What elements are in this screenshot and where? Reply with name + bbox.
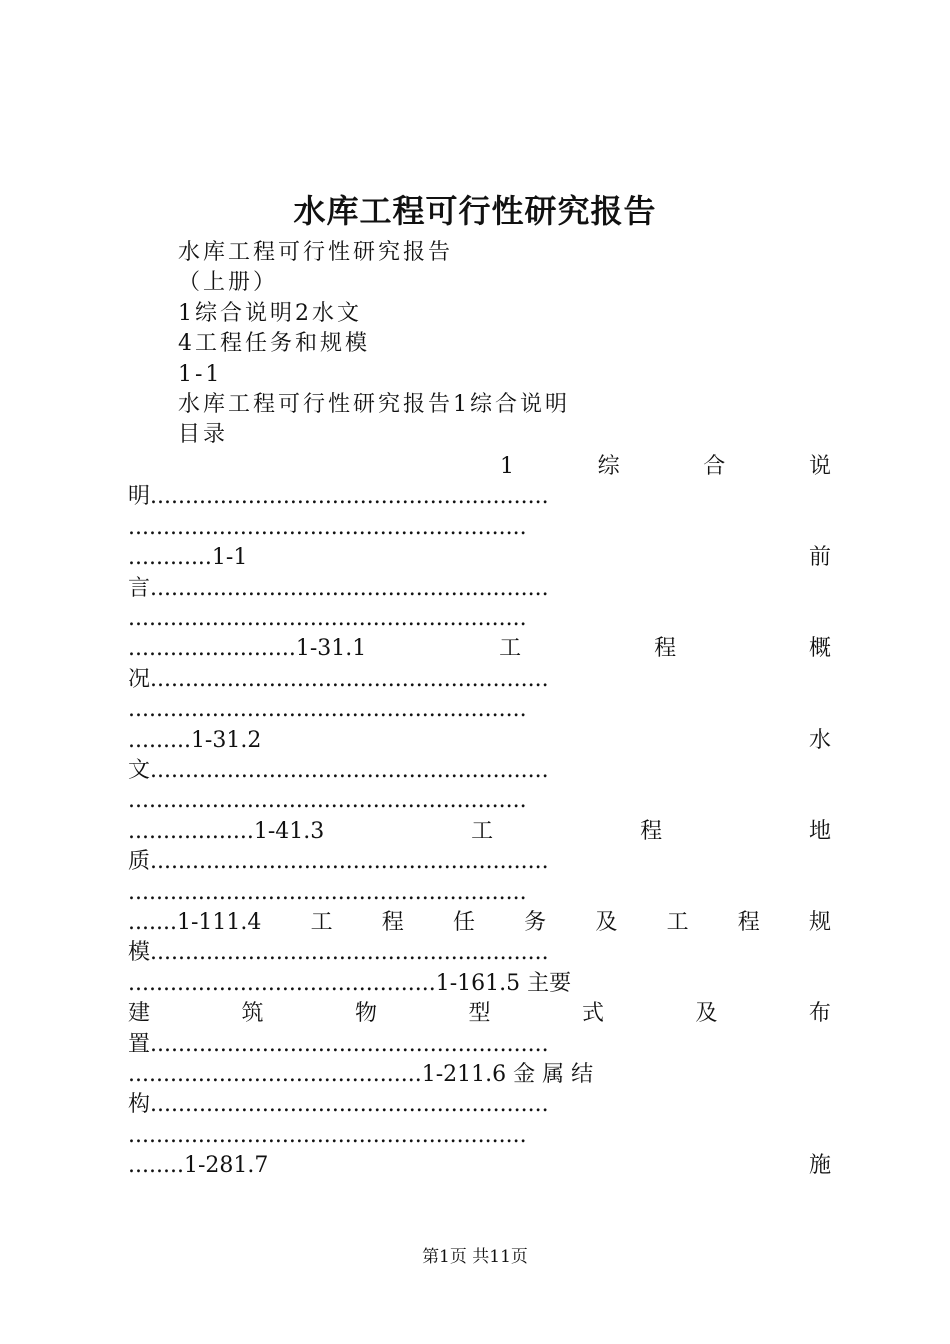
toc-line xyxy=(128,1090,831,1120)
toc-word: 地 xyxy=(808,819,831,844)
toc-line xyxy=(128,513,831,543)
toc-line xyxy=(128,786,831,816)
toc-entry-leader: .......1-111.4 xyxy=(128,910,262,935)
toc-word: 合 xyxy=(703,454,726,479)
toc-line xyxy=(128,604,831,634)
toc-line xyxy=(128,634,831,664)
toc-text: 况......................................................... xyxy=(128,667,549,692)
toc-text: ......................................................... xyxy=(128,697,527,722)
toc-line xyxy=(128,726,831,756)
toc-line xyxy=(500,452,831,482)
toc-line xyxy=(128,878,831,908)
toc-text: ..........................................1-211.6 金 属 结 xyxy=(128,1062,594,1087)
toc-word: 程 xyxy=(640,819,663,844)
toc-word: 及 xyxy=(595,910,618,935)
toc-word: 程 xyxy=(737,910,760,935)
toc-entry-leader: 建 xyxy=(128,1001,151,1026)
toc-line xyxy=(128,1121,831,1151)
toc-word: 式 xyxy=(581,1001,604,1026)
toc-text: 质......................................................... xyxy=(128,849,549,874)
toc-word: 任 xyxy=(452,910,475,935)
toc-text: 置......................................................... xyxy=(128,1032,549,1057)
toc-line xyxy=(128,1030,831,1060)
toc-word: 施 xyxy=(808,1153,831,1178)
toc-word: 综 xyxy=(597,454,620,479)
toc-text: ......................................................... xyxy=(128,880,527,905)
toc-word: 工 xyxy=(310,910,333,935)
intro-line: （上册） xyxy=(178,270,279,295)
toc-text: ......................................................... xyxy=(128,515,527,540)
toc-line xyxy=(128,665,831,695)
toc-word: 务 xyxy=(524,910,547,935)
toc-line xyxy=(128,908,831,938)
toc-line xyxy=(128,543,831,573)
toc-word: 程 xyxy=(381,910,404,935)
toc-line xyxy=(128,695,831,725)
intro-line: 目录 xyxy=(178,422,229,447)
toc-word: 1 xyxy=(500,454,514,479)
toc-word: 说 xyxy=(808,454,831,479)
intro-line: 1-1 xyxy=(178,362,223,387)
toc-line xyxy=(128,482,831,512)
toc-text: 文......................................................... xyxy=(128,758,549,783)
toc-text: ......................................................... xyxy=(128,606,527,631)
toc-word: 工 xyxy=(499,636,522,661)
intro-line: 水库工程可行性研究报告 xyxy=(178,240,454,265)
toc-text: 言......................................................... xyxy=(128,576,549,601)
toc-entry-leader: ..................1-41.3 xyxy=(128,819,325,844)
toc-line xyxy=(128,847,831,877)
intro-line: 4工程任务和规模 xyxy=(178,331,370,356)
document-title: 水库工程可行性研究报告 xyxy=(293,192,657,230)
toc-line xyxy=(128,817,831,847)
toc-word: 概 xyxy=(808,636,831,661)
toc-text: ......................................................... xyxy=(128,788,527,813)
toc-line xyxy=(128,574,831,604)
toc-line xyxy=(128,969,831,999)
toc-entry-leader: ............1-1 xyxy=(128,545,248,570)
toc-line xyxy=(128,938,831,968)
page-footer: 第1页 共11页 xyxy=(422,1247,528,1267)
toc-word: 及 xyxy=(695,1001,718,1026)
toc-text: ......................................................... xyxy=(128,1123,527,1148)
toc-word: 物 xyxy=(354,1001,377,1026)
toc-text: 模......................................................... xyxy=(128,940,549,965)
toc-line xyxy=(128,999,831,1029)
toc-line xyxy=(128,756,831,786)
toc-word: 程 xyxy=(654,636,677,661)
toc-word: 规 xyxy=(808,910,831,935)
toc-text: 构......................................................... xyxy=(128,1092,549,1117)
toc-line xyxy=(128,1060,831,1090)
toc-entry-leader: ........................1-31.1 xyxy=(128,636,367,661)
intro-line: 水库工程可行性研究报告1综合说明 xyxy=(178,392,570,417)
toc-text: 明......................................................... xyxy=(128,484,549,509)
toc-word: 布 xyxy=(808,1001,831,1026)
toc-entry-leader: ........1-281.7 xyxy=(128,1153,269,1178)
toc-word: 工 xyxy=(471,819,494,844)
toc-line xyxy=(128,1151,831,1181)
toc-word: 前 xyxy=(808,545,831,570)
toc-entry-leader: .........1-31.2 xyxy=(128,728,262,753)
toc-word: 筑 xyxy=(241,1001,264,1026)
toc-word: 水 xyxy=(808,728,831,753)
toc-word: 工 xyxy=(666,910,689,935)
intro-line: 1综合说明2水文 xyxy=(178,301,362,326)
toc-text: ............................................1-161.5 主要 xyxy=(128,971,572,996)
toc-word: 型 xyxy=(468,1001,491,1026)
